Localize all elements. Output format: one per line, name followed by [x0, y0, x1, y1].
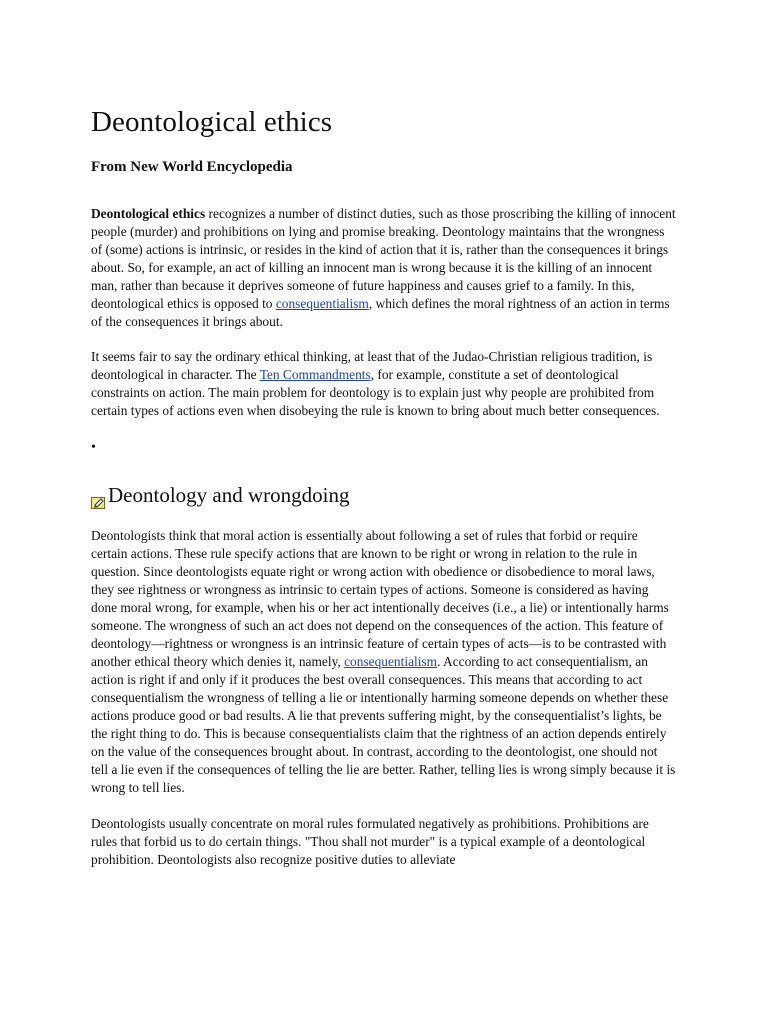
paragraph-3: [91, 527, 677, 797]
consequentialism-link-2[interactable]: consequentialism: [344, 654, 438, 669]
edit-icon[interactable]: [91, 489, 106, 504]
intro-text-2: , which defines the moral rightness of an action in terms of the consequences it brings about.: [91, 296, 670, 329]
para3-text-2: . According to act consequentialism, an action is right if and only if it produces the best overall consequences. This means that according to act consequentialism the wrongness of telling a lie or intentionally harming someone depends on whether these actions produce good or bad results. A lie that prevents suffering might, by the consequentialist’s lights, be the right thing to do. This is because consequentialists claim that the rightness of an action depends entirely on the value of the consequences brought about. In contrast, according to the deontologist, one should not tell a lie even if the consequences of telling the lie are better. Rather, telling lies is wrong simply because it is wrong to tell lies.: [91, 654, 676, 795]
consequentialism-link[interactable]: consequentialism: [275, 296, 369, 311]
intro-lead-bold: Deontological ethics: [91, 206, 206, 221]
para2-text-1: It seems fair to say the ordinary ethical thinking, at least that of the Judao-Christian religious tradition, is deontological in character. The: [91, 349, 653, 382]
section-heading-text: Deontology and wrongdoing: [108, 483, 350, 507]
article: [91, 104, 677, 869]
para2-text-2: , for example, constitute a set of deontological constraints on action. The main problem for deontology is to explain just why people are prohibited from certain types of actions even when disobeying the rule is known to bring about much better consequences.: [91, 367, 660, 418]
paragraph-2: [91, 348, 677, 420]
bullet-point: •: [91, 440, 96, 455]
para3-text-1: Deontologists think that moral action is essentially about following a set of rules that forbid or require certain actions. These rule specify actions that are known to be right or wrong in relation to the rule in question. Since deontologists equate right or wrong action with obedience or disobedience to moral laws, they see rightness or wrongness as intrinsic to certain types of actions. Someone is considered as having done moral wrong, for example, when his or her act intentionally deceives (i.e., a lie) or intentionally harms someone. The wrongness of such an act does not depend on the consequences of the action. This feature of deontology—rightness or wrongness is an intrinsic feature of certain types of acts—is to be contrasted with another ethical theory which denies it, namely,: [91, 528, 669, 669]
intro-text-1: recognizes a number of distinct duties, such as those proscribing the killing of innocent people (murder) and prohibitions on lying and promise breaking. Deontology maintains that the wrongness of (some) actions is intrinsic, or resides in the kind of action that it is, rather than the consequences it brings about. So, for example, an act of killing an innocent man is wrong because it is the killing of an innocent man, rather than because it deprives someone of future happiness and causes grief to a family. In this, deontological ethics is opposed to: [91, 206, 676, 311]
para4-text-1: Deontologists usually concentrate on moral rules formulated negatively as prohibitions. Prohibitions are rules that forbid us to do certain things. "Thou shall not murder" is a typical example of a deontological prohibition. Deontologists also recognize positive duties to alleviate: [91, 816, 649, 867]
paragraph-4: [91, 815, 677, 869]
page-title: Deontological ethics: [91, 106, 333, 138]
section-heading: [91, 481, 677, 509]
page-subtitle: From New World Encyclopedia: [91, 159, 293, 175]
ten-commandments-link[interactable]: Ten Commandments: [259, 367, 371, 382]
intro-paragraph: [91, 205, 677, 331]
